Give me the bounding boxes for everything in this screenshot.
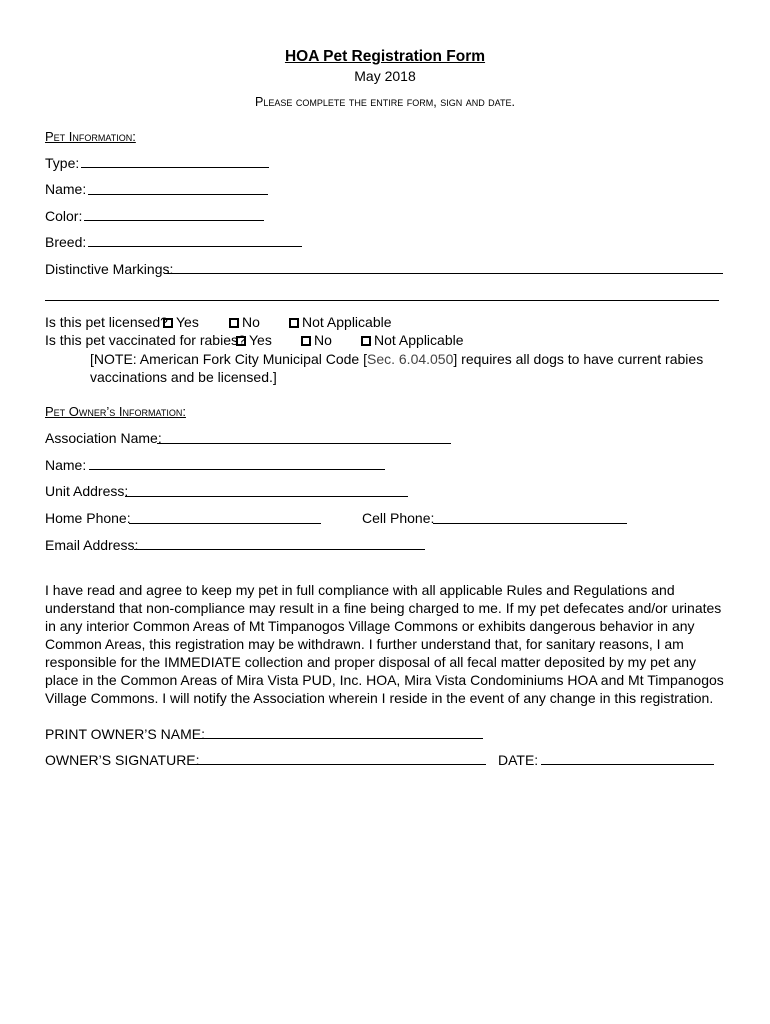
signature-label: OWNER’S SIGNATURE: [45, 752, 200, 768]
licensed-na-label: Not Applicable [302, 314, 392, 330]
email-label: Email Address: [45, 537, 139, 553]
checkbox-icon[interactable] [236, 336, 246, 346]
note-code-link[interactable]: Sec. 6.04.050 [366, 351, 454, 367]
color-field[interactable] [84, 220, 264, 221]
pet-info-heading: Pet Information: [45, 129, 136, 144]
note-suffix: ] requires all dogs to have current rabies vaccinations and be licensed.] [90, 351, 704, 385]
home-phone-label: Home Phone: [45, 510, 131, 526]
markings-field[interactable] [164, 273, 723, 274]
print-name-label: PRINT OWNER’S NAME: [45, 726, 205, 742]
checkbox-icon[interactable] [229, 318, 239, 328]
form-title: HOA Pet Registration Form [284, 48, 486, 65]
licensed-question: Is this pet licensed? [45, 314, 168, 330]
rabies-note [90, 350, 720, 386]
checkbox-icon[interactable] [301, 336, 311, 346]
rabies-yes-label: Yes [249, 332, 272, 348]
association-field[interactable] [157, 443, 451, 444]
checkbox-icon[interactable] [289, 318, 299, 328]
rabies-question: Is this pet vaccinated for rabies? [45, 332, 246, 348]
rabies-na-label: Not Applicable [374, 332, 464, 348]
owner-name-field[interactable] [89, 469, 385, 470]
breed-field[interactable] [88, 246, 302, 247]
date-label: DATE: [498, 752, 539, 768]
checkbox-icon[interactable] [163, 318, 173, 328]
markings-field-continued[interactable] [45, 300, 719, 301]
form-date: May 2018 [354, 68, 416, 84]
form-instruction: Please complete the entire form, sign and date. [255, 95, 515, 109]
breed-label: Breed: [45, 234, 87, 250]
owner-info-heading: Pet Owner’s Information: [45, 404, 186, 419]
association-label: Association Name: [45, 430, 162, 446]
print-name-field[interactable] [193, 738, 483, 739]
type-field[interactable] [81, 167, 269, 168]
licensed-no-label: No [242, 314, 260, 330]
rabies-yes-option[interactable] [236, 332, 272, 348]
home-phone-field[interactable] [129, 523, 321, 524]
licensed-na-option[interactable] [289, 314, 392, 330]
markings-label: Distinctive Markings: [45, 261, 174, 277]
checkbox-icon[interactable] [361, 336, 371, 346]
pet-name-label: Name: [45, 181, 87, 197]
email-field[interactable] [134, 549, 425, 550]
type-label: Type: [45, 155, 80, 171]
rabies-no-label: No [314, 332, 332, 348]
unit-address-label: Unit Address: [45, 483, 129, 499]
owner-name-label: Name: [45, 457, 87, 473]
licensed-yes-option[interactable] [163, 314, 199, 330]
signature-field[interactable] [189, 764, 486, 765]
rabies-no-option[interactable] [301, 332, 332, 348]
cell-phone-field[interactable] [433, 523, 627, 524]
cell-phone-label: Cell Phone: [362, 510, 435, 526]
licensed-yes-label: Yes [176, 314, 199, 330]
agreement-paragraph: I have read and agree to keep my pet in full compliance with all applicable Rules and Regulations and understand that non-compliance may result in a fine being charged to me. If my pet defecates and/or urinates in any interior Common Areas of Mt Timpanogos Village Commons or exhibits dangerous behavior in any Common Areas, this registration may be withdrawn. I further understand that, for sanitary reasons, I am responsible for the IMMEDIATE collection and proper disposal of all fecal matter deposited by my pet any place in the Common Areas of Mira Vista PUD, Inc. HOA, Mira Vista Condominiums HOA and Mt Timpanogos Village Commons. I will notify the Association wherein I reside in the event of any change in this registration. [45, 582, 724, 706]
rabies-na-option[interactable] [361, 332, 464, 348]
note-prefix: [NOTE: American Fork City Municipal Code [ [90, 351, 367, 367]
color-label: Color: [45, 208, 83, 224]
licensed-no-option[interactable] [229, 314, 260, 330]
date-field[interactable] [541, 764, 714, 765]
pet-name-field[interactable] [88, 194, 268, 195]
unit-address-field[interactable] [125, 496, 408, 497]
